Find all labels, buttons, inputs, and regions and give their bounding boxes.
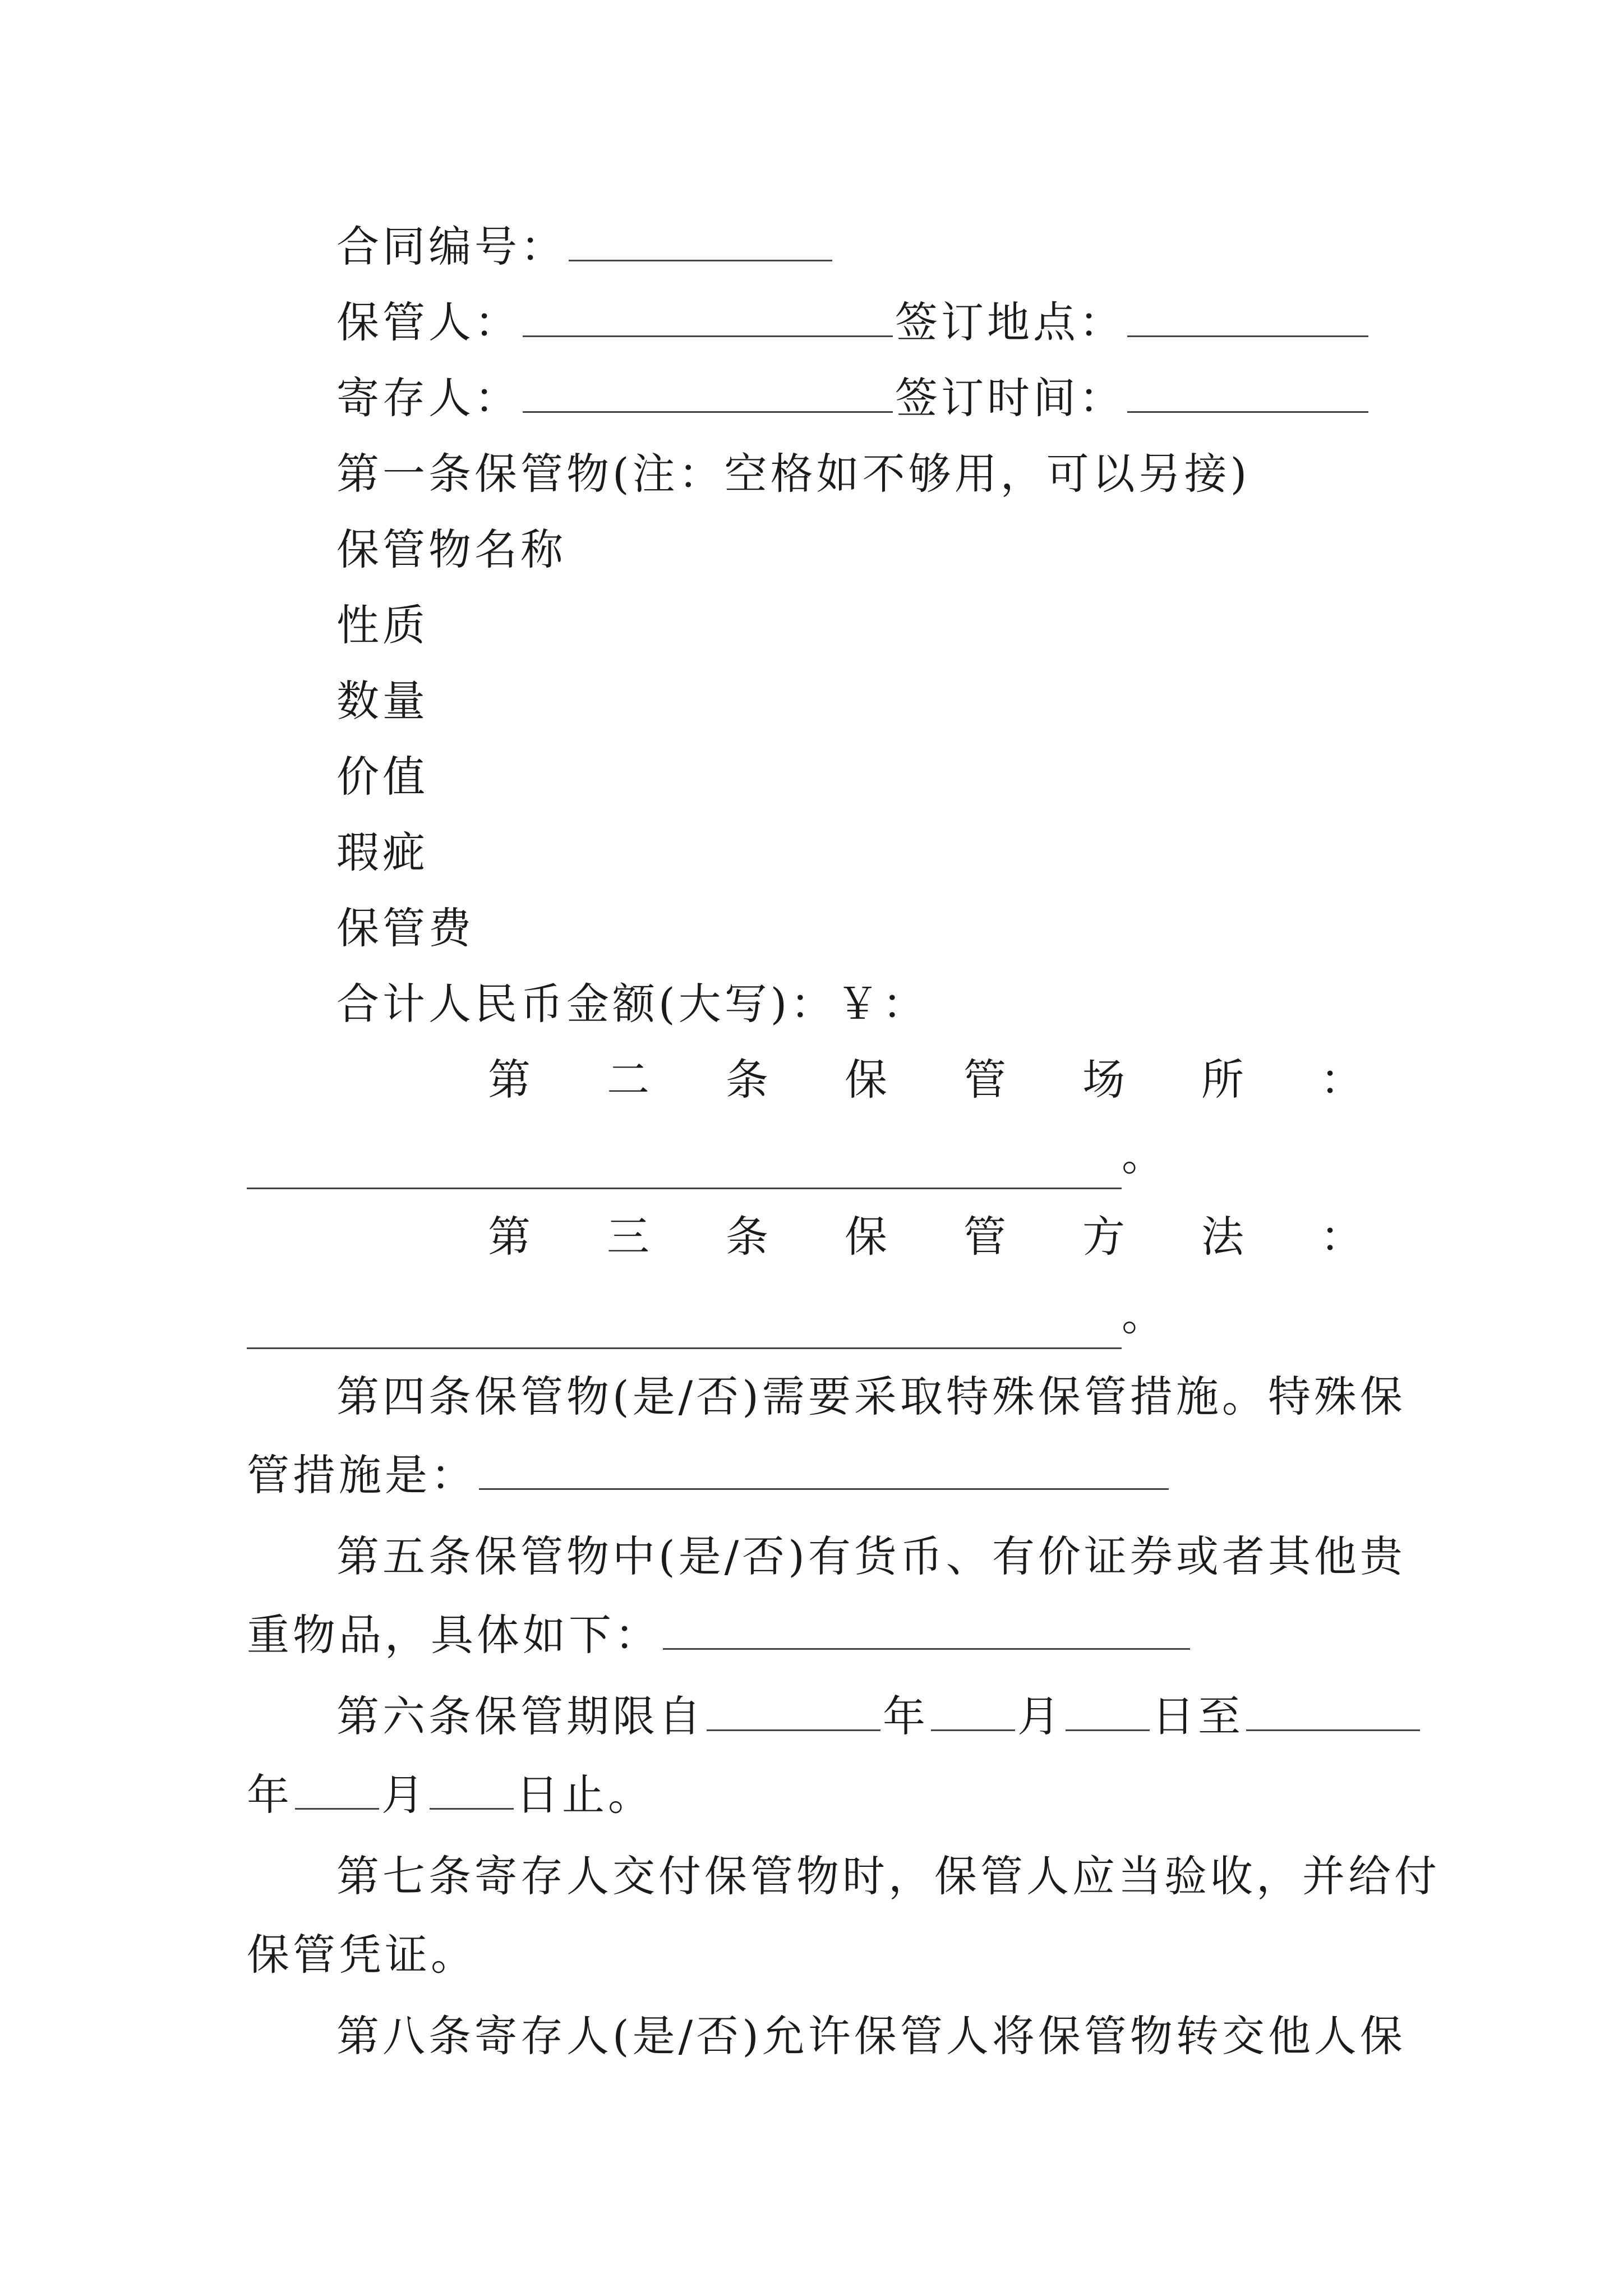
article8-line1: 第八条寄存人(是/否)允许保管人将保管物转交他人保 [336,2011,1406,2061]
article3-char: 保 [845,1212,887,1262]
article3-char: 第 [488,1212,531,1262]
article6-line2 [247,1761,654,1829]
article6-line1 [336,1683,1422,1750]
article6-prefix: 第六条保管期限自 [336,1691,704,1741]
start-month-blank[interactable] [931,1685,1015,1731]
article3-blank-line [247,1282,1164,1349]
article5-blank[interactable] [663,1603,1190,1650]
field-nature: 性质 [336,600,428,650]
article2-char: 第 [488,1055,531,1105]
article2-end: 。 [1122,1130,1164,1180]
contract-number-line [336,213,834,280]
field-quantity: 数量 [336,676,428,726]
article7-line1: 第七条寄存人交付保管物时，保管人应当验收，并给付 [336,1851,1440,1901]
day-end-label: 日止。 [516,1770,654,1820]
field-fee: 保管费 [336,903,474,953]
article2-blank-line [247,1122,1164,1189]
article2-char: ： [1320,1055,1363,1105]
month-label: 月 [1017,1691,1063,1741]
article3-blank[interactable] [247,1304,1122,1349]
article4-line2 [247,1442,1171,1509]
article3-char: 法 [1201,1212,1244,1262]
article4-blank[interactable] [479,1443,1169,1490]
article2-char: 场 [1082,1055,1125,1105]
field-value: 价值 [336,752,428,802]
depositor-line [336,365,1371,432]
sign-place-blank[interactable] [1127,291,1368,337]
contract-number-blank[interactable] [569,215,832,261]
article2-char: 管 [963,1055,1006,1105]
article2-char: 保 [845,1055,887,1105]
article1-title: 第一条保管物(注：空格如不够用，可以另接) [336,449,1251,499]
end-month-blank[interactable] [295,1763,379,1810]
sign-place-label: 签订地点： [895,297,1125,347]
article2-char: 所 [1201,1055,1244,1105]
depositor-label: 寄存人： [336,373,520,423]
article5-line1: 第五条保管物中(是/否)有货币、有价证券或者其他贵 [336,1531,1406,1581]
article2-blank[interactable] [247,1144,1122,1189]
article3-end: 。 [1122,1290,1164,1340]
depositor-blank[interactable] [523,366,893,413]
day-to-label: 日至 [1152,1691,1244,1741]
start-day-blank[interactable] [1066,1685,1150,1731]
keeper-blank[interactable] [523,291,893,337]
year-label: 年 [883,1691,929,1741]
end-year-blank[interactable] [1246,1685,1420,1731]
article3-char: 管 [963,1212,1006,1262]
article7-line2: 保管凭证。 [247,1930,477,1980]
article3-char: 方 [1082,1212,1125,1262]
contract-number-label: 合同编号： [336,222,566,272]
start-year-blank[interactable] [707,1685,880,1731]
end-month-label: 月 [381,1770,427,1820]
article3-char: ： [1320,1212,1363,1262]
article4-line1: 第四条保管物(是/否)需要采取特殊保管措施。特殊保 [336,1372,1406,1421]
total-amount: 合计人民币金额(大写)：￥： [336,979,929,1029]
article3-heading [488,1203,1363,1271]
keeper-label: 保管人： [336,297,520,347]
field-name: 保管物名称 [336,524,566,574]
article5-line2 [247,1602,1192,1669]
sign-time-blank[interactable] [1127,366,1368,413]
end-day-blank[interactable] [430,1763,514,1810]
article5-line2-label: 重物品，具体如下： [247,1610,661,1660]
article3-char: 三 [607,1212,649,1262]
field-defect: 瑕疵 [336,827,428,877]
article2-char: 条 [726,1055,768,1105]
end-year-label: 年 [247,1770,293,1820]
article3-char: 条 [726,1212,768,1262]
article2-char: 二 [607,1055,649,1105]
article4-line2-label: 管措施是： [247,1450,477,1500]
article2-heading [488,1046,1363,1114]
sign-time-label: 签订时间： [895,373,1125,423]
keeper-line [336,289,1371,356]
